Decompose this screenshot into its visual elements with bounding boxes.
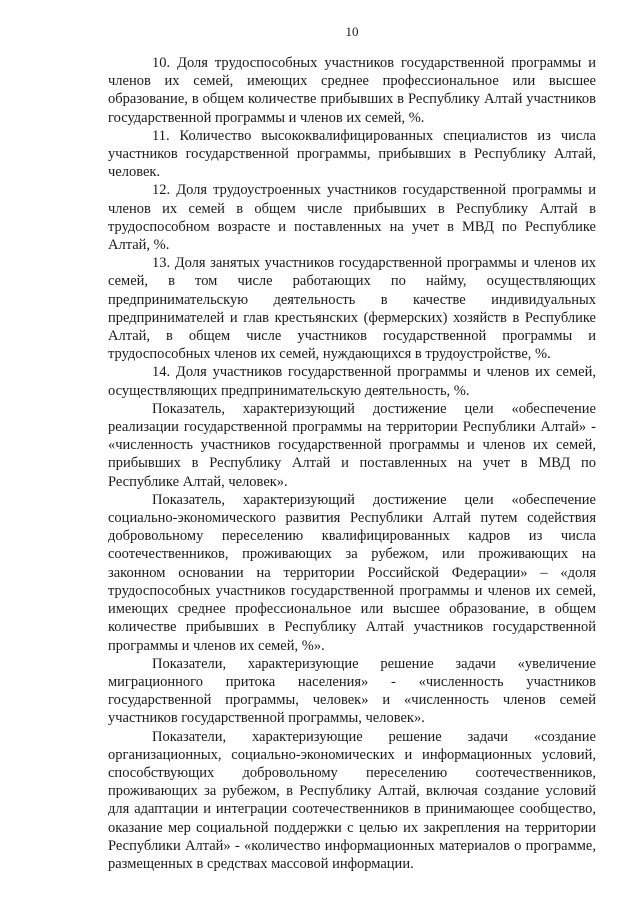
indicator-paragraph-11: 11. Количество высококвалифицированных специалистов из числа участников государственной программы, прибывших в Республику Алтай, человек. [108,127,596,181]
indicator-paragraph-13: 13. Доля занятых участников государственной программы и членов их семей, в том числе работающих по найму, осуществляющих предпринимательскую деятельность в качестве индивидуальных предпринимателей и глав крестьянских (фермерских) хозяйств в Республике Алтай, в общем числе участников государственной программы и трудоспособных членов их семей, нуждающихся в трудоустройстве, %. [108,255,596,363]
indicator-paragraph-14: 14. Доля участников государственной программы и членов их семей, осуществляющих предпринимательскую деятельность, %. [108,364,596,399]
page-number: 10 [345,24,359,39]
document-page [108,24,596,873]
task-indicators-paragraph-1: Показатели, характеризующие решение задачи «увеличение миграционного притока населения» - «численность участников государственной программы, человек» и «численность членов семей участников государственной программы, человек». [108,655,596,727]
indicator-paragraph-12: 12. Доля трудоустроенных участников государственной программы и членов их семей в общем числе прибывших в Республику Алтай в трудоспособном возрасте и поставленных на учет в МВД по Республике Алтай, %. [108,182,596,254]
indicator-paragraph-10: 10. Доля трудоспособных участников государственной программы и членов их семей, имеющих среднее профессиональное или высшее образование, в общем количестве прибывших в Республику Алтай участников государственной программы и членов их семей, %. [108,55,596,126]
task-indicators-paragraph-2: Показатели, характеризующие решение задачи «создание организационных, социально-экономических и информационных условий, способствующих добровольному переселению соотечественников, проживающих за рубежом, в Республику Алтай, включая создание условий для адаптации и интеграции соотечественников в принимающее сообщество, оказание мер социальной поддержки с целью их закрепления на территории Республики Алтай» - «количество информационных материалов о программе, размещенных в средствах массовой информации. [108,728,596,872]
goal-indicator-paragraph-1: Показатель, характеризующий достижение цели «обеспечение реализации государственной программы на территории Республики Алтай» - «численность участников государственной программы и членов их семей, прибывших в Республику Алтай и поставленных на учет в МВД по Республике Алтай, человек». [108,400,596,490]
goal-indicator-paragraph-2: Показатель, характеризующий достижение цели «обеспечение социально-экономического развития Республики Алтай путем содействия добровольному переселению квалифицированных кадров из числа соотечественников, проживающих за рубежом, или проживающих на законном основании на территории Российской Федерации» – «доля трудоспособных участников государственной программы и членов их семей, имеющих среднее профессиональное или высшее образование, в общем количестве прибывших в Республику Алтай участников государственной программы и членов их семей, %». [108,491,596,654]
